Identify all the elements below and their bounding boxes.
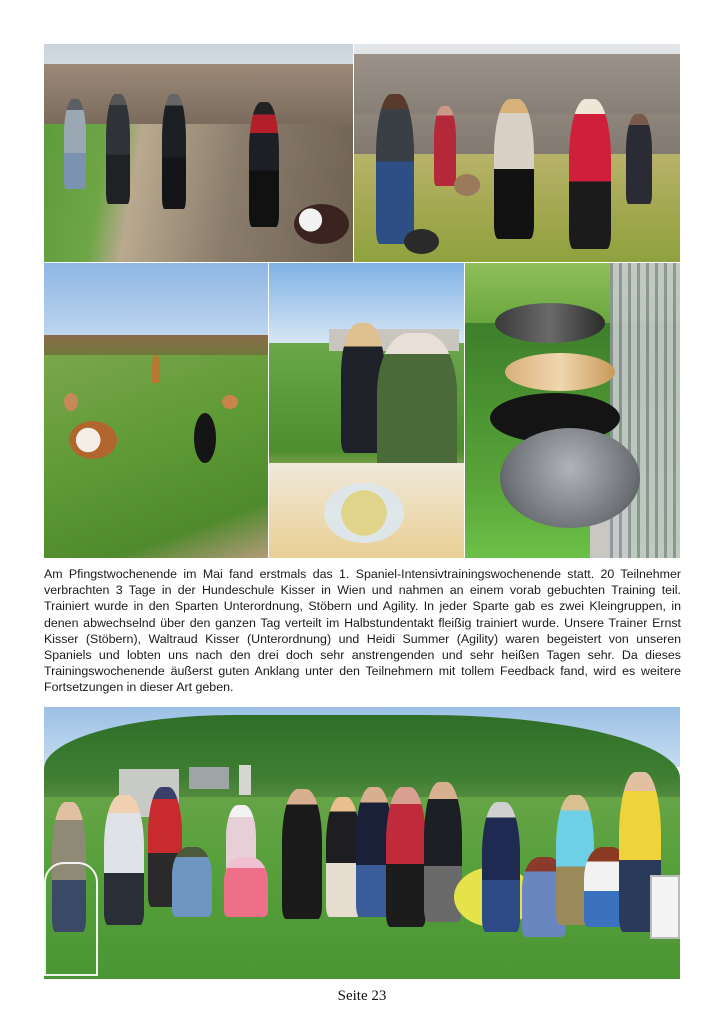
dog-figure — [454, 174, 480, 196]
person-figure — [326, 797, 360, 917]
person-figure — [434, 106, 456, 186]
shed — [189, 767, 229, 789]
photo-ground — [44, 355, 268, 558]
dog-figure — [222, 395, 238, 409]
photo-buffet — [269, 263, 464, 558]
person-figure — [282, 789, 322, 919]
person-figure — [224, 857, 268, 917]
person-figure — [152, 355, 160, 383]
photo-trees — [44, 335, 268, 357]
fence — [610, 263, 680, 558]
person-figure — [482, 802, 520, 932]
person-figure — [162, 94, 186, 209]
dog-figure — [194, 413, 216, 463]
person-figure — [64, 99, 86, 189]
person-figure — [626, 114, 652, 204]
photo-meadow — [44, 263, 268, 558]
person-figure — [172, 847, 212, 917]
article-paragraph: Am Pfingstwochenende im Mai fand erstmals das 1. Spaniel-Intensivtrainingswochenende statt. 20 Teilnehmer verbrachten 3 Tage in der Hundeschule Kisser in Wien und nahmen an einem vorab gebuchten Training teil. Trainiert wurde in den Sparten Unterordnung, Stöbern und Agility. In jeder Sparte gab es zwei Kleingruppen, in denen abwechselnd über den ganzen Tag verteilt im Halbstundentakt fleißig trainiert wurde. Unsere Trainer Ernst Kisser (Stöbern), Waltraud Kisser (Unterordnung) und Heidi Summer (Agility) waren begeistert von unseren Spaniels und lobten uns nach den drei doch sehr anstrengenden und sehr heißen Tagen sehr. Da dieses Trainingswochenende äußerst guten Anklang unter den Teilnehmern mit tollem Feedback fand, wird es weitere Fortsetzungen in dieser Art geben. — [44, 567, 681, 695]
person-figure — [569, 99, 611, 249]
person-figure — [104, 795, 144, 925]
salad-bowl — [324, 483, 404, 543]
person-figure — [386, 787, 426, 927]
photo-walk — [44, 44, 353, 262]
post — [239, 765, 251, 795]
person-figure — [377, 333, 457, 483]
person-figure — [494, 99, 534, 239]
sign-board — [650, 875, 680, 939]
photo-ground — [44, 124, 353, 262]
dog-figure — [294, 204, 349, 244]
dog-figure — [505, 353, 615, 391]
dog-figure — [404, 229, 439, 254]
photo-group — [44, 707, 680, 979]
photo-trees — [44, 64, 353, 124]
garden-chair — [44, 862, 98, 976]
person-figure — [249, 102, 279, 227]
person-figure — [106, 94, 130, 204]
page-number: Seite 23 — [337, 988, 387, 1004]
photo-field-group — [354, 44, 680, 262]
dog-figure — [500, 428, 640, 528]
dog-figure — [495, 303, 605, 343]
dog-figure — [69, 421, 117, 459]
dog-figure — [64, 393, 78, 411]
photo-dogs-at-fence — [465, 263, 680, 558]
person-figure — [376, 94, 414, 244]
